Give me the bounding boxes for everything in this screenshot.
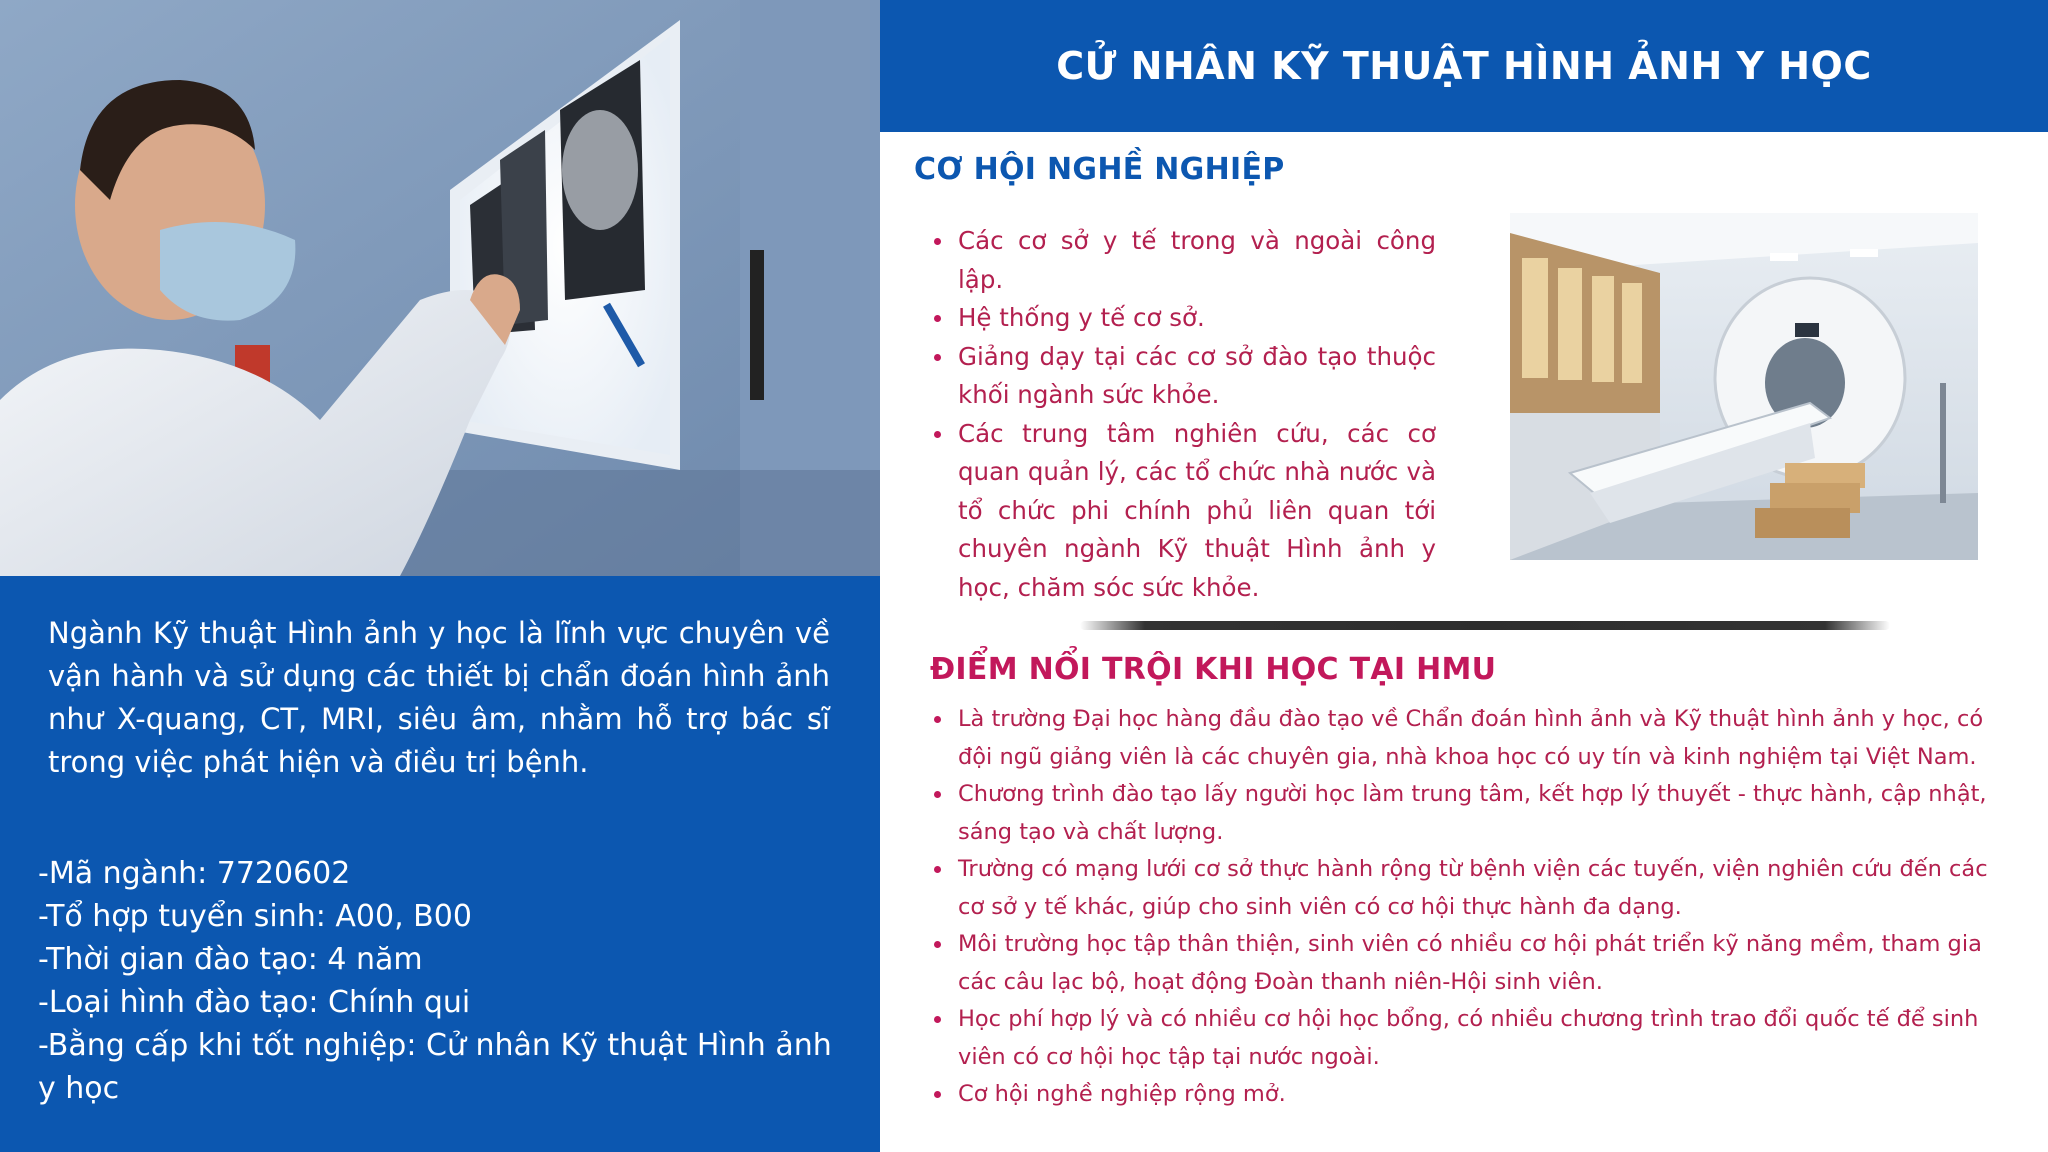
list-item: Các trung tâm nghiên cứu, các cơ quan quản lý, các tổ chức nhà nước và tổ chức phi chính phủ liên quan tới chuyên ngành Kỹ thuật Hình ảnh y học, chăm sóc sức khỏe. bbox=[932, 415, 1436, 608]
list-item: Cơ hội nghề nghiệp rộng mở. bbox=[932, 1076, 2014, 1114]
list-item: Là trường Đại học hàng đầu đào tạo về Chẩn đoán hình ảnh và Kỹ thuật hình ảnh y học, có đội ngũ giảng viên là các chuyên gia, nhà khoa học có uy tín và kinh nghiệm tại Việt Nam. bbox=[932, 701, 2014, 776]
career-section-title: CƠ HỘI NGHỀ NGHIỆP bbox=[914, 152, 1285, 187]
highlights-section-title: ĐIỂM NỔI TRỘI KHI HỌC TẠI HMU bbox=[930, 652, 1497, 687]
fact-duration: -Thời gian đào tạo: 4 năm bbox=[38, 942, 423, 977]
title-banner bbox=[880, 0, 2048, 132]
list-item: Trường có mạng lưới cơ sở thực hành rộng từ bệnh viện các tuyến, viện nghiên cứu đến các cơ sở y tế khác, giúp cho sinh viên có cơ hội thực hành đa dạng. bbox=[932, 851, 2014, 926]
doctor-xray-photo bbox=[0, 0, 880, 576]
fact-degree: -Bằng cấp khi tốt nghiệp: Cử nhân Kỹ thuật Hình ảnh y học bbox=[38, 1028, 832, 1106]
ct-room-photo bbox=[1510, 213, 1978, 560]
program-intro: Ngành Kỹ thuật Hình ảnh y học là lĩnh vực chuyên về vận hành và sử dụng các thiết bị chẩn đoán hình ảnh như X-quang, CT, MRI, siêu âm, nhằm hỗ trợ bác sĩ trong việc phát hiện và điều trị bệnh. bbox=[48, 616, 830, 779]
highlights-list bbox=[932, 701, 2014, 1114]
list-item: Giảng dạy tại các cơ sở đào tạo thuộc khối ngành sức khỏe. bbox=[932, 338, 1436, 415]
list-item: Môi trường học tập thân thiện, sinh viên có nhiều cơ hội phát triển kỹ năng mềm, tham gia các câu lạc bộ, hoạt động Đoàn thanh niên-Hội sinh viên. bbox=[932, 926, 2014, 1001]
fact-admission-combo: -Tổ hợp tuyển sinh: A00, B00 bbox=[38, 899, 472, 934]
section-divider bbox=[1080, 621, 1890, 630]
fact-major-code: -Mã ngành: 7720602 bbox=[38, 856, 351, 891]
list-item: Các cơ sở y tế trong và ngoài công lập. bbox=[932, 222, 1436, 299]
left-panel bbox=[0, 0, 880, 1152]
list-item: Hệ thống y tế cơ sở. bbox=[932, 299, 1436, 338]
page-title: CỬ NHÂN KỸ THUẬT HÌNH ẢNH Y HỌC bbox=[1056, 44, 1872, 88]
list-item: Chương trình đào tạo lấy người học làm trung tâm, kết hợp lý thuyết - thực hành, cập nhật, sáng tạo và chất lượng. bbox=[932, 776, 2014, 851]
fact-training-type: -Loại hình đào tạo: Chính qui bbox=[38, 985, 471, 1020]
program-facts bbox=[38, 852, 858, 1110]
list-item: Học phí hợp lý và có nhiều cơ hội học bổng, có nhiều chương trình trao đổi quốc tế để sinh viên có cơ hội học tập tại nước ngoài. bbox=[932, 1001, 2014, 1076]
career-list bbox=[932, 222, 1436, 607]
